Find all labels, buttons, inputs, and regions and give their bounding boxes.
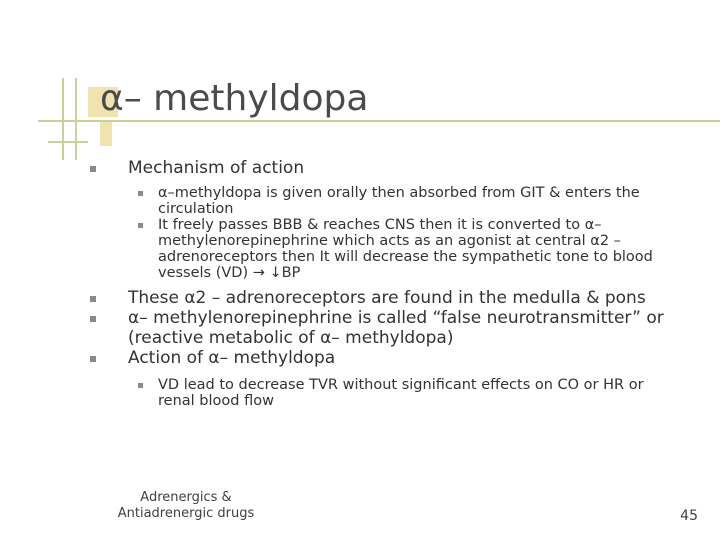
title-accent-block-small [100, 120, 112, 146]
page-number: 45 [680, 508, 698, 524]
bullet-item [90, 158, 710, 178]
sub-bullet-item [90, 217, 710, 281]
square-bullet-icon [90, 356, 96, 362]
square-bullet-icon [138, 383, 143, 388]
bullet-text-line: (reactive metabolic of α– methyldopa) [128, 328, 454, 348]
bullet-item [90, 308, 710, 348]
bullet-item [90, 348, 710, 368]
sub-bullet-text-line: methylenorepinephrine which acts as an agonist at central α2 – [158, 233, 621, 249]
sub-bullet-text-line: adrenoreceptors then It will decrease the sympathetic tone to blood [158, 249, 653, 265]
sub-bullet-text-line: circulation [158, 201, 234, 217]
sub-bullet-text-line: VD lead to decrease TVR without significant effects on CO or HR or [158, 377, 644, 393]
sub-bullet-text-line: renal blood flow [158, 393, 274, 409]
footer-caption-line: Antiadrenergic drugs [117, 506, 255, 521]
title-underline [38, 120, 720, 122]
sub-bullet-item [90, 185, 710, 217]
footer-caption [100, 490, 272, 522]
sub-bullet-text-fragment: ↓BP [264, 265, 301, 281]
sub-bullet-text-line: It freely passes BBB & reaches CNS then it is converted to α– [158, 217, 602, 233]
bullet-list [90, 158, 710, 409]
sub-bullet-item [90, 377, 710, 409]
right-arrow-icon: → [252, 265, 265, 281]
sub-bullet-text-line [158, 265, 710, 281]
title-accent-vertical-line [62, 78, 64, 160]
title-accent-horizontal-line [48, 141, 88, 143]
sub-bullet-text-line: α–methyldopa is given orally then absorbed from GIT & enters the [158, 185, 640, 201]
square-bullet-icon [138, 191, 143, 196]
square-bullet-icon [90, 166, 96, 172]
bullet-text-line: α– methylenorepinephrine is called “false neurotransmitter” or [128, 308, 664, 328]
bullet-text: Action of α– methyldopa [128, 348, 336, 368]
bullet-text: These α2 – adrenoreceptors are found in the medulla & pons [128, 288, 646, 308]
square-bullet-icon [138, 223, 143, 228]
bullet-item [90, 288, 710, 308]
square-bullet-icon [90, 296, 96, 302]
sub-bullet-text-fragment: vessels (VD) [158, 265, 253, 281]
title-accent-vertical-line [75, 78, 77, 160]
bullet-text: Mechanism of action [128, 158, 305, 178]
slide-title: α– methyldopa [100, 78, 369, 119]
footer-caption-line: Adrenergics & [140, 490, 232, 505]
square-bullet-icon [90, 316, 96, 322]
